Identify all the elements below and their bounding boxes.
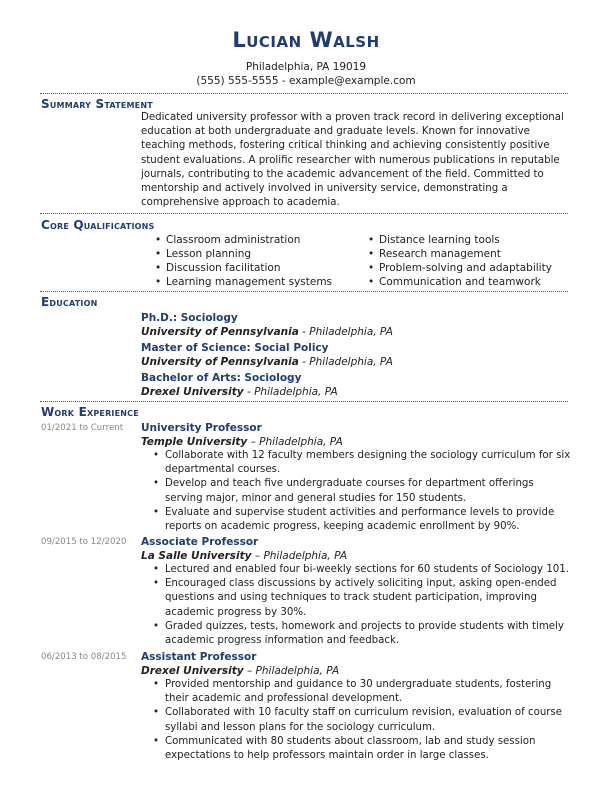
qualification-item: • Classroom administration	[155, 233, 332, 247]
job-bullet: • Graded quizzes, tests, homework and projects to provide students with timely academic progress information and feedback.	[153, 620, 573, 648]
job-dates: 06/2013 to 08/2015	[41, 652, 127, 662]
qualification-item: • Problem-solving and adaptability	[368, 261, 552, 275]
qualification-item: • Distance learning tools	[368, 233, 552, 247]
candidate-name: Lucian Walsh	[232, 28, 380, 52]
school-name: University of Pennsylvania	[141, 326, 299, 338]
qualification-item: • Discussion facilitation	[155, 261, 332, 275]
experience-heading: Work Experience	[41, 405, 139, 419]
section-divider	[40, 213, 568, 214]
education-heading: Education	[41, 295, 98, 309]
summary-text: Dedicated university professor with a proven track record in delivering exceptional education at both undergraduate and graduate levels. Known for innovative teaching methods, fostering critical thinking and achieving consistently positive student evaluations. A prolific researcher with numerous publications in reputable journals, contributing to the academic advancement of the field. Committed to mentorship and actively involved in university service, demonstrating a comprehensive approach to academia.	[141, 112, 564, 209]
school-location: - Philadelphia, PA	[298, 326, 393, 338]
job-bullet: • Collaborate with 12 faculty members designing the sociology curriculum for six departmental courses.	[153, 449, 573, 477]
job-bullet: • Communicated with 80 students about classroom, lab and study session expectations to help professors maintain order in large classes.	[153, 735, 573, 763]
section-divider	[40, 93, 568, 94]
employer-line	[141, 435, 343, 449]
job-bullet: • Develop and teach five undergraduate courses for department offerings serving major, minor and general studies for 150 students.	[153, 477, 573, 505]
job-bullet: • Encouraged class discussions by actively soliciting input, asking open-ended questions and using techniques to track student participation, improving academic progress by 30%.	[153, 577, 573, 620]
phone-email: (555) 555-5555 - example@example.com	[196, 75, 416, 87]
qualifications-heading: Core Qualifications	[41, 218, 155, 232]
qualifications-list-right	[368, 233, 552, 289]
job-title: Associate Professor	[141, 536, 259, 548]
school-line	[141, 325, 393, 339]
qualification-item: • Research management	[368, 247, 552, 261]
job-bullet: • Evaluate and supervise student activities and performance levels to provide reports on academic progress, keeping academic enrollment by 90%.	[153, 506, 573, 534]
job-dates: 01/2021 to Current	[41, 423, 124, 433]
job-bullet: • Lectured and enabled four bi-weekly sections for 60 students of Sociology 101.	[153, 563, 573, 577]
job-title: Assistant Professor	[141, 651, 257, 663]
employer-name: La Salle University	[141, 550, 252, 562]
job-title: University Professor	[141, 422, 262, 434]
section-divider	[40, 401, 568, 402]
job-bullets	[153, 563, 573, 648]
school-name: Drexel University	[141, 386, 244, 398]
qualifications-list-left	[155, 233, 332, 289]
degree-title: Bachelor of Arts: Sociology	[141, 372, 302, 384]
qualification-item: • Lesson planning	[155, 247, 332, 261]
qualification-item: • Learning management systems	[155, 275, 332, 289]
degree-title: Master of Science: Social Policy	[141, 342, 329, 354]
summary-heading: Summary Statement	[41, 97, 153, 111]
qualification-item: • Communication and teamwork	[368, 275, 552, 289]
school-name: University of Pennsylvania	[141, 356, 299, 368]
job-bullet: • Provided mentorship and guidance to 30 undergraduate students, fostering their academic and professional development.	[153, 678, 573, 706]
employer-location: – Philadelphia, PA	[243, 665, 340, 677]
address: Philadelphia, PA 19019	[245, 61, 367, 73]
employer-line	[141, 549, 347, 563]
employer-location: – Philadelphia, PA	[247, 436, 343, 448]
school-location: - Philadelphia, PA	[298, 356, 393, 368]
degree-title: Ph.D.: Sociology	[141, 312, 238, 324]
job-bullet: • Collaborated with 10 faculty staff on curriculum revision, evaluation of course syllabi and lesson plans for the sociology curriculum.	[153, 706, 573, 734]
school-line	[141, 385, 338, 399]
employer-line	[141, 664, 339, 678]
school-location: - Philadelphia, PA	[243, 386, 338, 398]
school-line	[141, 355, 393, 369]
employer-location: – Philadelphia, PA	[251, 550, 348, 562]
job-bullets	[153, 449, 573, 534]
section-divider	[40, 291, 568, 292]
employer-name: Drexel University	[141, 665, 244, 677]
job-dates: 09/2015 to 12/2020	[41, 537, 127, 547]
job-bullets	[153, 678, 573, 763]
employer-name: Temple University	[141, 436, 248, 448]
